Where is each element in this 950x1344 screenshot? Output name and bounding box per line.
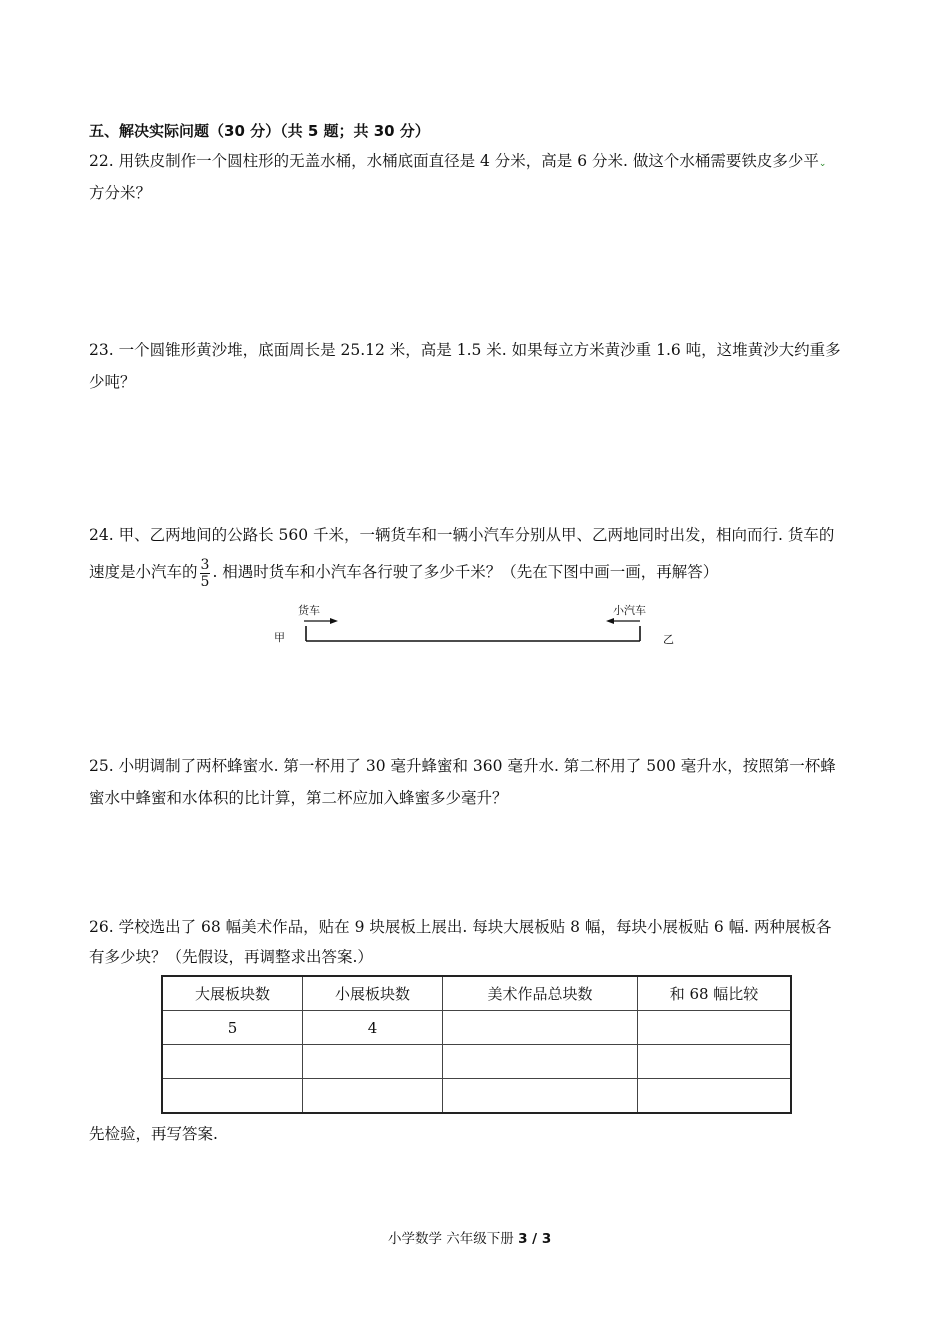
q26-text-line2: 有多少块？（先假设，再调整求出答案.） xyxy=(89,948,373,966)
q22-text-line2: 方分米？ xyxy=(89,184,152,202)
fraction-numerator: 3 xyxy=(200,556,210,573)
table-cell[interactable] xyxy=(443,1045,638,1079)
place-jia-label: 甲 xyxy=(274,631,285,644)
table-cell[interactable] xyxy=(162,1079,303,1114)
table-cell[interactable]: 5 xyxy=(162,1011,303,1045)
left-arrow-icon xyxy=(606,618,614,624)
fraction-denominator: 5 xyxy=(200,573,210,590)
road-diagram xyxy=(295,612,655,646)
edit-mark-icon: ⌄ xyxy=(818,159,827,169)
table-cell[interactable] xyxy=(303,1079,443,1114)
car-label: 小汽车 xyxy=(613,604,646,617)
q23-text-line1: 23. 一个圆锥形黄沙堆，底面周长是 25.12 米，高是 1.5 米. 如果每立方米黄沙重 1.6 吨，这堆黄沙大约重多 xyxy=(89,341,841,359)
table-header: 小展板块数 xyxy=(303,976,443,1011)
q24-text-line2 xyxy=(89,555,718,590)
table-header: 大展板块数 xyxy=(162,976,303,1011)
right-arrow-icon xyxy=(330,618,338,624)
answer-table xyxy=(161,975,792,1114)
table-cell[interactable]: 4 xyxy=(303,1011,443,1045)
table-cell[interactable] xyxy=(303,1045,443,1079)
fraction xyxy=(200,557,211,590)
table-row xyxy=(162,1045,791,1079)
table-row xyxy=(162,1079,791,1114)
q26-text-line1: 26. 学校选出了 68 幅美术作品，贴在 9 块展板上展出. 每块大展板贴 8 幅，每块小展板贴 6 幅. 两种展板各 xyxy=(89,918,832,936)
q22-line1: 22. 用铁皮制作一个圆柱形的无盖水桶，水桶底面直径是 4 分米，高是 6 分米. 做这个水桶需要铁皮多少平 xyxy=(89,152,819,170)
table-cell[interactable] xyxy=(162,1045,303,1079)
q25-text-line1: 25. 小明调制了两杯蜂蜜水. 第一杯用了 30 毫升蜂蜜和 360 毫升水. 第二杯用了 500 毫升水，按照第一杯蜂 xyxy=(89,757,836,775)
q23-text-line2: 少吨？ xyxy=(89,373,136,391)
q24-text-line1: 24. 甲、乙两地间的公路长 560 千米，一辆货车和一辆小汽车分别从甲、乙两地同时出发，相向而行. 货车的 xyxy=(89,526,835,544)
table-cell[interactable] xyxy=(638,1011,792,1045)
place-yi-label: 乙 xyxy=(663,633,674,646)
q24-line2-after: . 相遇时货车和小汽车各行驶了多少千米？（先在下图中画一画，再解答） xyxy=(212,563,719,581)
table-cell[interactable] xyxy=(443,1079,638,1114)
truck-label: 货车 xyxy=(298,604,320,617)
table-cell[interactable] xyxy=(638,1045,792,1079)
footer-label: 小学数学 六年级下册 xyxy=(388,1231,519,1247)
table-header: 和 68 幅比较 xyxy=(638,976,792,1011)
table-header-row xyxy=(162,976,791,1011)
q22-text-line1 xyxy=(89,151,826,174)
section-heading: 五、解决实际问题（30 分）（共 5 题；共 30 分） xyxy=(89,122,430,140)
q26-after-text: 先检验，再写答案. xyxy=(89,1125,218,1143)
page-footer xyxy=(388,1227,551,1247)
table-cell[interactable] xyxy=(443,1011,638,1045)
table-cell[interactable] xyxy=(638,1079,792,1114)
q25-text-line2: 蜜水中蜂蜜和水体积的比计算，第二杯应加入蜂蜜多少毫升？ xyxy=(89,789,508,807)
q24-line2-before: 速度是小汽车的 xyxy=(89,563,198,581)
page-number: 3 / 3 xyxy=(518,1231,552,1247)
table-header: 美术作品总块数 xyxy=(443,976,638,1011)
table-row xyxy=(162,1011,791,1045)
